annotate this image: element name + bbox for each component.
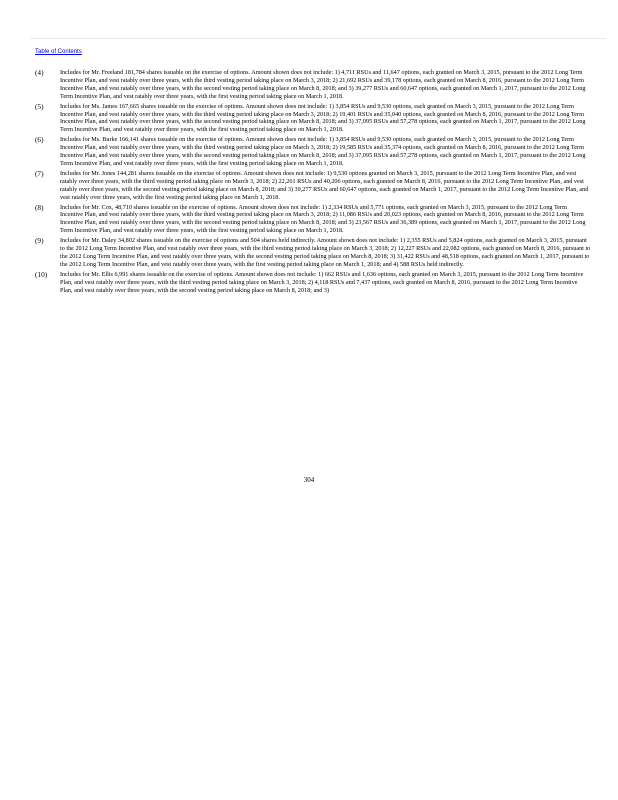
table-of-contents-link[interactable]: Table of Contents <box>35 49 82 55</box>
footnote-number: (9) <box>35 236 44 246</box>
footnote-9 <box>35 237 591 269</box>
footnote-text: Includes for Mr. Jones 144,281 shares issuable on the exercise of options. Amount shown does not include: 1) 9,530 options granted on March 3, 2015, pursuant to the 2012 Long Term Incentive Plan, and vest ratably over three years, with the third vesting period taking place on March 3, 2018; 2) 22,261 RSUs and 40,206 options, each granted on March 8, 2016, pursuant to the 2012 Long Term Incentive Plan, and vest ratably over three years, with the second vesting period taking place on March 8, 2018; and 3) 39,277 RSUs and 60,647 options, each granted on March 1, 2017, pursuant to the 2012 Long Term Incentive Plan, and vest ratably over three years, with the first vesting period taking place on March 1, 2018. <box>60 169 589 201</box>
footnote-number: (10) <box>35 269 48 279</box>
footnote-10 <box>35 271 591 295</box>
footnote-number: (7) <box>35 168 44 178</box>
footnote-number: (8) <box>35 202 44 212</box>
page-number: 304 <box>303 476 315 484</box>
footnote-number: (5) <box>35 101 44 111</box>
footnote-text: Includes for Mr. Daley 34,802 shares issuable on the exercise of options and 504 shares held indirectly. Amount shown does not include: 1) 2,355 RSUs and 5,824 options, each granted on March 3, 2015, pursuant to the 2012 Long Term Incentive Plan, and vest ratably over three years, with the third vesting period taking place on March 3, 2018; 2) 12,227 RSUs and 22,082 options, each granted on March 8, 2016, pursuant to the 2012 Long Term Incentive Plan, and vest ratably over three years, with the second vesting period taking place on March 8, 2018; 3) 31,422 RSUs and 48,518 options, each granted on March 1, 2017, pursuant to the 2012 Long Term Incentive Plan, and vest ratably over three years, with the first vesting period taking place on March 1, 2018; and 4) 588 RSUs held indirectly. <box>60 237 591 268</box>
footnote-8 <box>35 204 591 236</box>
footnote-text: Includes for Mr. Freeland 181,784 shares issuable on the exercise of options. Amount shown does not include: 1) 4,711 RSUs and 11,647 options, each granted on March 3, 2015, pursuant to the 2012 Long Term Incentive Plan, and vest ratably over three years, with the third vesting period taking place on March 3, 2018; 2) 21,692 RSUs and 39,178 options, each granted on March 8, 2016, pursuant to the 2012 Long Term Incentive Plan, and vest ratably over three years, with the second vesting period taking place on March 8, 2018; and 3) 39,277 RSUs and 60,647 options, each granted on March 1, 2017, pursuant to the 2012 Long Term Incentive Plan, and vest ratably over three years, with the first vesting period taking place on March 1, 2018. <box>60 69 586 100</box>
footnote-text: Includes for Ms. James 167,665 shares issuable on the exercise of options. Amount shown does not include: 1) 3,854 RSUs and 9,530 options, each granted on March 3, 2015, pursuant to the 2012 Long Term Incentive Plan, and vest ratably over three years, with the third vesting period taking place on March 3, 2018; 2) 19,401 RSUs and 35,040 options, each granted on March 8, 2016, pursuant to the 2012 Long Term Incentive Plan, and vest ratably over three years, with the second vesting period taking place on March 8, 2018; and 3) 37,095 RSUs and 57,278 options, each granted on March 1, 2017, pursuant to the 2012 Long Term Incentive Plan, and vest ratably over three years, with the first vesting period taking place on March 1, 2018. <box>60 102 586 134</box>
footnote-text: Includes for Mr. Cox, 48,710 shares issuable on the exercise of options. Amount shown does not include: 1) 2,334 RSUs and 5,771 options, each granted on March 3, 2015, pursuant to the 2012 Long Term Incentive Plan, and vest ratably over three years, with the third vesting period taking place on March 3, 2018; 2) 11,086 RSUs and 20,023 options, each granted on March 8, 2016, pursuant to the 2012 Long Term Incentive Plan, and vest ratably over three years, with the second vesting period taking place on March 8, 2018; and 3) 23,567 RSUs and 36,389 options, each granted on March 1, 2017, pursuant to the 2012 Long Term Incentive Plan, and vest ratably over three years, with the first vesting period taking place on March 1, 2018. <box>60 203 586 235</box>
footnote-5 <box>35 103 591 135</box>
header-divider <box>30 38 606 39</box>
footnote-text: Includes for Mr. Ellis 6,991 shares issuable on the exercise of options. Amount shown does not include: 1) 662 RSUs and 1,636 options, each granted on March 3, 2015, pursuant to the 2012 Long Term Incentive Plan, and vest ratably over three years, with the third vesting period taking place on March 3, 2018; 2) 4,118 RSUs and 7,437 options, each granted on March 8, 2016, pursuant to the 2012 Long Term Incentive Plan, and vest ratably over three years, with the second vesting period taking place on March 8, 2018; and 3) <box>60 270 584 294</box>
footnote-7 <box>35 170 591 202</box>
footnote-text: Includes for Ms. Burke 166,141 shares issuable on the exercise of options. Amount shown does not include: 1) 3,854 RSUs and 9,530 options, each granted on March 3, 2015, pursuant to the 2012 Long Term Incentive Plan, and vest ratably over three years, with the third vesting period taking place on March 3, 2018; 2) 19,585 RSUs and 35,374 options, each granted on March 8, 2016, pursuant to the 2012 Long Term Incentive Plan, and vest ratably over three years, with the second vesting period taking place on March 8, 2018; and 3) 37,095 RSUs and 57,278 options, each granted on March 1, 2017, pursuant to the 2012 Long Term Incentive Plan, and vest ratably over three years, with the first vesting period taking place on March 1, 2018. <box>60 136 586 167</box>
footnote-number: (6) <box>35 135 44 145</box>
footnote-number: (4) <box>35 68 44 77</box>
footnote-4 <box>35 69 591 101</box>
footnotes-list <box>35 69 591 296</box>
footnote-6 <box>35 136 591 168</box>
